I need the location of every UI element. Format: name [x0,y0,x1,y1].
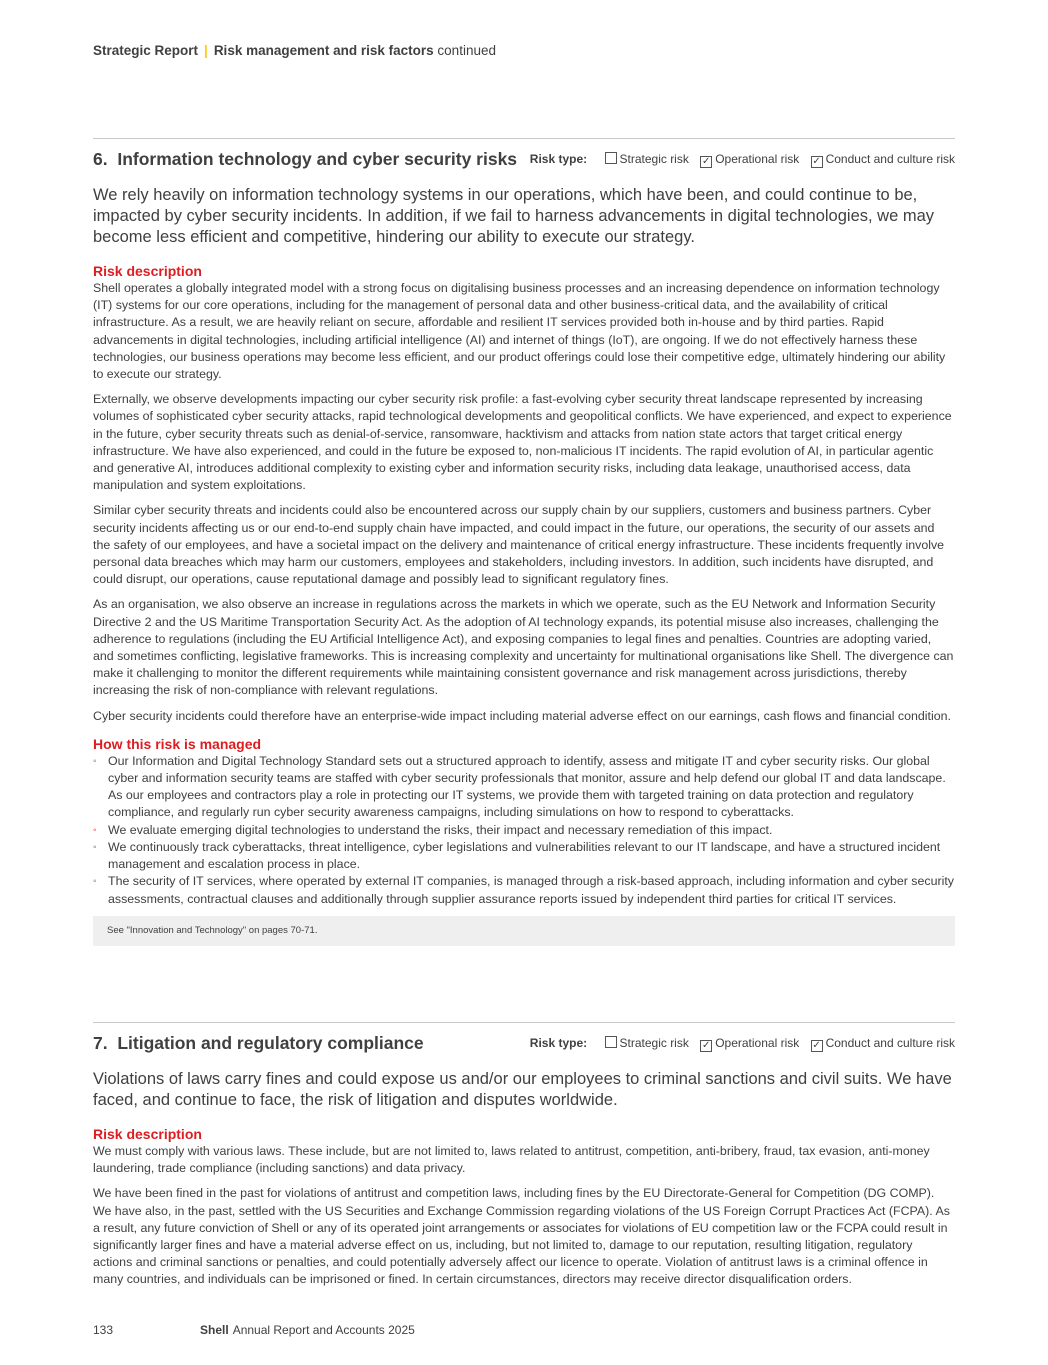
publication-title: Annual Report and Accounts 2025 [232,1323,415,1337]
risk-number: 7. [93,1033,108,1053]
risk-type-label: Risk type: [529,1036,588,1050]
bullet-icon: ◦ [93,841,97,853]
risk-type-operational: ✓ Operational risk [702,1036,800,1051]
header-separator: | [204,43,208,58]
risk-type-operational: ✓ Operational risk [702,152,800,167]
risk-type-legend [530,152,955,168]
list-item: ◦ Our Information and Digital Technology Standard sets out a structured approach to identify, assess and mitigate IT and cyber security risks. Our global cyber and information security teams are staffed with cyber security professionals that monitor, assure and help defend our global IT and data landscape. As our employees and contractors play a role in protecting our IT systems, we provide them with targeted training on data protection and regulatory compliance, and regularly run cyber security awareness campaigns, including simulations on how to respond to cyberattacks. [93,753,946,820]
risk-intro: We rely heavily on information technology systems in our operations, which have been, and could continue to be, impacted by cyber security incidents. In addition, if we fail to harness advancements in digital technologies, we may become less efficient and competitive, hindering our ability to execute our strategy. [93,186,935,246]
page-footer [93,1323,415,1337]
risk-type-strategic: Strategic risk [605,1036,689,1050]
managed-list [93,753,955,908]
risk-section-6 [93,138,955,946]
risk-number: 6. [93,149,108,169]
checked-box-icon: ✓ [702,156,711,167]
header-continued: continued [437,43,496,58]
paragraph: Shell operates a globally integrated model with a strong focus on digitalising business processes and an increasing dependence on information technology (IT) systems for our core operations, including for the management of personal data and other business-critical data, and the availability of critical infrastructure. As a result, we are heavily reliant on secure, affordable and resilient IT services provided both in-house and by third parties. Rapid advancements in digital technologies, including artificial intelligence (AI) and internet of things (IoT), are ongoing. If we do not effectively harness these technologies, our business operations may become less efficient, and our product offerings could lose their competitive edge, ultimately hindering our ability to execute our strategy. [93,281,946,382]
paragraph: As an organisation, we also observe an increase in regulations across the markets in which we operate, such as the EU Network and Information Security Directive 2 and the US Maritime Transportation Security Act. As the adoption of AI technology expands, its potential misuse also increases, challenging the adherence to regulations (including the EU Artificial Intelligence Act), and exposing companies to legal fines and penalties. Countries are adopting varied, and sometimes conflicting, legislative frameworks. This is increasing complexity and uncertainty for multinational organisations like Shell. The divergence can make it challenging to monitor the different requirements while maintaining consistent governance and risk management across jurisdictions, thereby increasing the risk of non-compliance with relevant regulations. [93,597,954,698]
list-item: ◦ The security of IT services, where operated by external IT companies, is managed through a risk-based approach, including information and cyber security assessments, contractual clauses and additionally through supplier assurance reports issued by independent third parties for critical IT services. [93,874,954,906]
risk-type-conduct: ✓ Conduct and culture risk [812,152,955,167]
unchecked-box-icon [605,1036,617,1048]
brand-name: Shell [200,1323,229,1337]
bullet-icon: ◦ [93,824,97,836]
risk-title: Litigation and regulatory compliance [117,1033,424,1053]
list-item: ◦ We continuously track cyberattacks, threat intelligence, cyber legislations and vulnerabilities relevant to our IT landscape, and have a structured incident management and escalation process in place. [93,839,941,872]
risk-type-strategic: Strategic risk [605,152,689,166]
header-title: Risk management and risk factors [213,43,434,58]
risk-section-header [93,1023,955,1053]
paragraph: We have been fined in the past for violations of antitrust and competition laws, including fines by the EU Directorate-General for Competition (DG COMP). We have also, in the past, settled with the US Securities and Exchange Commission regarding violations of the US Foreign Corrupt Practices Act (FCPA). As a result, any future conviction of Shell or any of its operated joint arrangements or associates for violations of EU competition law or the FCPA could result in significantly larger fines and have a material adverse effect on us, including, but not limited to, damage to our reputation, resulting litigation, regulatory actions and criminal sanctions or penalties, and could potentially adversely affect our licence to operate. Violation of antitrust laws is a criminal offence in many countries, and individuals can be imprisoned or fined. In certain circumstances, directors may receive director disqualification orders. [93,1186,950,1287]
risk-title: Information technology and cyber security risks [117,149,518,169]
checked-box-icon: ✓ [702,1040,711,1051]
risk-description-heading: Risk description [93,1126,202,1142]
risk-type-label: Risk type: [529,152,588,166]
list-item: ◦ We evaluate emerging digital technologies to understand the risks, their impact and necessary remediation of this impact. [93,822,955,839]
risk-description-heading: Risk description [93,263,202,279]
risk-section-title [93,149,517,170]
risk-section-header [93,139,955,169]
see-also-box [93,916,955,946]
risk-type-legend [530,1036,955,1052]
paragraph: Externally, we observe developments impacting our cyber security risk profile: a fast-evolving cyber security threat landscape represented by increasing volumes of sophisticated cyber security attacks, rapid technological developments and geopolitical conflicts. We have experienced, and expect to experience in the future, cyber security threats such as denial-of-service, ransomware, hacktivism and attacks from nation state actors that target critical energy infrastructure. We have also experienced, and could in the future be exposed to, non-malicious IT incidents. The rapid evolution of AI, in particular agentic and generative AI, introduces additional complexity to existing cyber and information security risks, including data leakage, unauthorised access, data manipulation and system exploitations. [93,392,952,493]
unchecked-box-icon [605,152,617,164]
see-also-text: See "Innovation and Technology" on pages 70-71. [107,924,318,936]
risk-managed-heading: How this risk is managed [93,735,262,752]
running-header [93,43,496,58]
paragraph: Similar cyber security threats and incidents could also be encountered across our supply chain by our suppliers, customers and business partners. Cyber security incidents affecting us or our end-to-end supply chain have impacted, and could impact in the future, our operations, the security of our assets and the safety of our employees, and have a societal impact on the delivery and maintenance of critical energy infrastructure. These incidents frequently involve personal data breaches which may harm our customers, employees and stakeholders, including investors. In addition, such incidents have disrupted, and could disrupt, our operations, cause reputational damage and possibly lead to significant regulatory fines. [93,503,945,587]
header-section: Strategic Report [93,43,199,58]
checked-box-icon: ✓ [812,1040,821,1051]
bullet-icon: ◦ [93,755,97,767]
paragraph: Cyber security incidents could therefore have an enterprise-wide impact including material adverse effect on our earnings, cash flows and financial condition. [93,708,951,723]
risk-type-conduct: ✓ Conduct and culture risk [812,1036,955,1051]
checked-box-icon: ✓ [812,156,821,167]
paragraph: We must comply with various laws. These include, but are not limited to, laws related to antitrust, competition, anti-bribery, fraud, tax evasion, anti-money laundering, trade compliance (including sanctions) and data privacy. [93,1144,930,1176]
risk-section-7 [93,1022,955,1297]
risk-section-title [93,1033,424,1054]
page-number: 133 [93,1323,114,1337]
risk-intro: Violations of laws carry fines and could expose us and/or our employees to criminal sanctions and civil suits. We have faced, and continue to face, the risk of litigation and disputes worldwide. [93,1070,952,1109]
bullet-icon: ◦ [93,876,97,888]
